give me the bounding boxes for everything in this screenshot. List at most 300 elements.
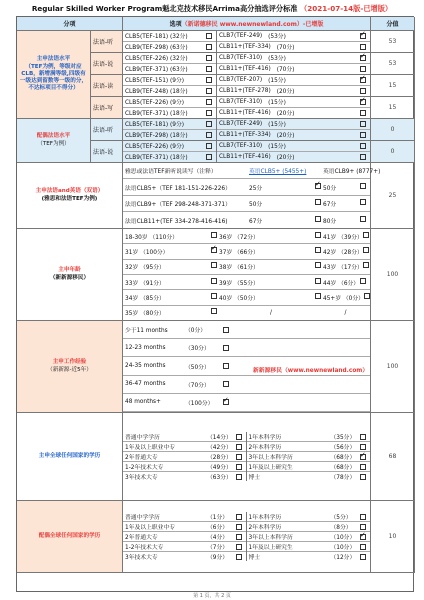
french-option bbox=[123, 75, 216, 86]
checkbox[interactable] bbox=[206, 88, 212, 94]
education-option bbox=[247, 432, 371, 442]
checkbox[interactable] bbox=[236, 554, 242, 560]
french-skill-1: 法语-说 bbox=[91, 53, 123, 75]
age-option bbox=[125, 232, 219, 241]
spouse_education-option-label: 1年及以上职业中专 bbox=[125, 525, 176, 531]
checkbox[interactable] bbox=[211, 293, 217, 299]
work-note: 新新源移民（www.newnewland.com） bbox=[253, 368, 369, 374]
checkbox[interactable] bbox=[223, 345, 229, 351]
french-score-1: 53 bbox=[371, 53, 415, 75]
age-option-label: 44岁 （6分） bbox=[323, 280, 360, 287]
checkbox[interactable] bbox=[360, 216, 366, 222]
education-option-points: （63分） bbox=[207, 475, 232, 481]
spouse-french-points: (15分) bbox=[268, 122, 286, 129]
age-option-label: 33岁 （91分） bbox=[125, 280, 165, 287]
bilingual-row-label: 法语CLB5+（TEF 181-151-226-226） bbox=[125, 185, 231, 192]
french-option bbox=[217, 108, 370, 118]
age-slash: / bbox=[344, 309, 347, 316]
french-option bbox=[217, 86, 370, 96]
age-option bbox=[125, 278, 219, 287]
age-title: 主申年龄 bbox=[58, 267, 81, 274]
bilingual-row-v1 bbox=[249, 183, 323, 192]
spouse_education-option bbox=[247, 512, 371, 522]
checkbox[interactable] bbox=[360, 544, 366, 550]
checkbox[interactable] bbox=[206, 110, 212, 116]
checkbox[interactable] bbox=[206, 121, 212, 127]
french-score-0: 53 bbox=[371, 31, 415, 53]
checkbox[interactable] bbox=[315, 262, 321, 268]
spouse-french-option bbox=[217, 119, 370, 130]
checkbox[interactable] bbox=[360, 154, 366, 160]
age-score: 100 bbox=[371, 229, 415, 321]
spouse_education-option-points: （12分） bbox=[330, 555, 356, 561]
bilingual-row-label: 法语CLB9+（TEF 298-248-371-371） bbox=[125, 202, 231, 209]
french-category bbox=[17, 31, 91, 119]
checkbox[interactable] bbox=[223, 363, 229, 369]
age-slash: / bbox=[270, 309, 272, 316]
checkbox[interactable] bbox=[236, 454, 242, 460]
spouse-french-right-1 bbox=[217, 141, 371, 163]
french-option-points: (15分) bbox=[268, 78, 286, 85]
work-title: 主申工作经验 bbox=[52, 359, 87, 366]
french-skill-3: 法语-写 bbox=[91, 97, 123, 119]
checkbox[interactable] bbox=[236, 464, 242, 470]
checkbox[interactable] bbox=[236, 524, 242, 530]
checkbox[interactable] bbox=[363, 232, 369, 238]
age-option-label: 43岁 （17分） bbox=[323, 265, 363, 272]
spouse-french-option bbox=[217, 130, 370, 140]
age-row bbox=[123, 290, 370, 305]
page-footer: 第 1 页，共 2 页 bbox=[193, 593, 231, 599]
spouse-french-option bbox=[217, 152, 370, 162]
bilingual-header-left: 雅思或法语TEF新听说读写（注释） bbox=[125, 169, 217, 176]
education-option-points: （49分） bbox=[207, 465, 232, 471]
age-option-label: 35岁 （80分） bbox=[125, 311, 165, 318]
checkbox[interactable] bbox=[360, 55, 366, 61]
age-option bbox=[219, 232, 323, 241]
header-option-note: （新诺德移民 www.newnewland.com） bbox=[181, 21, 303, 28]
checkbox[interactable] bbox=[360, 44, 366, 50]
spouse_education-category bbox=[17, 501, 123, 573]
checkbox[interactable] bbox=[363, 247, 369, 253]
education-option-points: （42分） bbox=[207, 445, 232, 451]
checkbox[interactable] bbox=[206, 33, 212, 39]
checkbox[interactable] bbox=[211, 247, 217, 253]
french-option bbox=[123, 86, 216, 96]
education-option-label: 1年及以上职业中专 bbox=[125, 445, 176, 451]
education-option bbox=[123, 452, 246, 462]
work-option-label: 36-47 months bbox=[125, 381, 166, 388]
spouse-french-option-label: CLB9(TEF-371) (18分) bbox=[125, 155, 188, 162]
french-option-points: (15分) bbox=[268, 100, 286, 107]
bilingual-v2-text: 67分 bbox=[323, 202, 337, 209]
french-option bbox=[123, 31, 216, 42]
work-row bbox=[123, 321, 370, 339]
spouse-french-category bbox=[17, 119, 91, 163]
checkbox[interactable] bbox=[315, 199, 321, 205]
education-option-label: 普通中学学历 bbox=[125, 435, 160, 441]
spouse_education-option-points: （1分） bbox=[207, 515, 229, 521]
french-skill-2: 法语-读 bbox=[91, 75, 123, 97]
checkbox[interactable] bbox=[360, 444, 366, 450]
french-option-label: CLB9(TEF-371) (18分) bbox=[125, 111, 188, 118]
french-left-options-3 bbox=[123, 97, 217, 119]
checkbox[interactable] bbox=[360, 33, 366, 39]
french-option-label: CLB5(TEF-226) (32分) bbox=[125, 56, 188, 63]
age-option-label: 38岁 （61分） bbox=[219, 265, 259, 272]
french-option-label: CLB7(TEF-310) bbox=[219, 54, 263, 61]
checkbox[interactable] bbox=[206, 77, 212, 83]
spouse-french-skill-0: 法语-听 bbox=[91, 119, 123, 141]
checkbox[interactable] bbox=[360, 132, 366, 138]
education-option-points: （14分） bbox=[207, 435, 232, 441]
checkbox[interactable] bbox=[360, 524, 366, 530]
french-option bbox=[123, 97, 216, 108]
checkbox[interactable] bbox=[211, 308, 217, 314]
spouse-french-points: (15分) bbox=[268, 144, 286, 151]
french-option-points: (20分) bbox=[276, 89, 295, 96]
spouse_education-title: 配偶全球任何国家的学历 bbox=[38, 532, 101, 539]
age-option-label: 32岁 （95分） bbox=[125, 265, 165, 272]
work-row bbox=[123, 376, 370, 394]
education-option-points: （28分） bbox=[207, 455, 232, 461]
education-option bbox=[247, 452, 371, 462]
age-row bbox=[123, 229, 370, 244]
checkbox[interactable] bbox=[315, 183, 321, 189]
checkbox[interactable] bbox=[236, 534, 242, 540]
work-score: 100 bbox=[371, 321, 415, 413]
spouse_education-option-label: 1年本科学历 bbox=[248, 515, 282, 521]
education-title: 主申全球任何国家的学历 bbox=[38, 452, 101, 459]
header-option-label: 选项 bbox=[169, 21, 182, 28]
score-table bbox=[16, 16, 414, 592]
checkbox[interactable] bbox=[360, 183, 366, 189]
education-option-label: 3年技术大专 bbox=[125, 475, 158, 481]
bilingual-row-v2 bbox=[323, 199, 368, 208]
checkbox[interactable] bbox=[315, 216, 321, 222]
french-option-label: CLB7(TEF-207) bbox=[219, 76, 263, 83]
spouse-french-option-label: CLB5(TEF-181) (9分) bbox=[125, 122, 185, 129]
checkbox[interactable] bbox=[360, 110, 366, 116]
spouse-french-score-1: 0 bbox=[371, 141, 415, 163]
french-option bbox=[123, 108, 216, 118]
education-option bbox=[123, 442, 246, 452]
french-option-label: CLB11+(TEF-334) bbox=[219, 43, 271, 50]
checkbox[interactable] bbox=[211, 262, 217, 268]
bilingual-row-v2 bbox=[323, 183, 368, 192]
spouse-french-skill-1: 法语-说 bbox=[91, 141, 123, 163]
age-option-label: 37岁 （66分） bbox=[219, 249, 259, 256]
spouse_education-option-points: （10分） bbox=[330, 545, 356, 551]
work-desc: （新新源-近5年） bbox=[47, 366, 92, 373]
title-date: （2021-07-14版-已增版） bbox=[300, 4, 393, 13]
checkbox[interactable] bbox=[360, 77, 366, 83]
work-row bbox=[123, 394, 370, 412]
french-option bbox=[123, 64, 216, 74]
spouse-french-option-label: CLB11+(TEF-334) bbox=[219, 131, 271, 138]
age-option-label: 39岁 （55分） bbox=[219, 280, 259, 287]
work-category bbox=[17, 321, 123, 413]
french-left-options-2 bbox=[123, 75, 217, 97]
spouse-french-option-label: CLB9(TEF-298) (18分) bbox=[125, 133, 188, 140]
education-option-label: 1-2年技术大专 bbox=[125, 465, 164, 471]
spouse-french-desc: （TEF为例） bbox=[37, 140, 70, 147]
spouse_education-right bbox=[247, 512, 371, 561]
header-option bbox=[123, 17, 371, 31]
spouse-french-option-label: CLB5(TEF-226) (9分) bbox=[125, 144, 185, 151]
checkbox[interactable] bbox=[360, 143, 366, 149]
french-score-2: 15 bbox=[371, 75, 415, 97]
spouse-french-score-0: 0 bbox=[371, 119, 415, 141]
checkbox[interactable] bbox=[360, 534, 366, 540]
spouse_education-option-points: （7分） bbox=[207, 545, 229, 551]
age-option bbox=[323, 293, 372, 302]
bilingual-v2-text: 80分 bbox=[323, 218, 337, 225]
bilingual-score: 25 bbox=[371, 163, 415, 229]
french-option-label: CLB9(TEF-248) (18分) bbox=[125, 89, 188, 96]
checkbox[interactable] bbox=[223, 381, 229, 387]
bilingual-row bbox=[123, 212, 370, 228]
education-option-points: （35分） bbox=[330, 435, 356, 441]
checkbox[interactable] bbox=[360, 454, 366, 460]
age-category bbox=[17, 229, 123, 321]
spouse_education-option bbox=[123, 522, 246, 532]
spouse_education-option-label: 1-2年技术大专 bbox=[125, 545, 164, 551]
french-category-desc: （TEF为例，等级对应CLB，新增满等级,四级有一级达到留数等一级的分，不达标项目不得分） bbox=[19, 63, 88, 92]
spouse_education-option bbox=[247, 532, 371, 542]
french-option-points: (53分) bbox=[268, 56, 286, 63]
french-score-3: 15 bbox=[371, 97, 415, 119]
spouse_education-option bbox=[247, 542, 371, 552]
spouse_education-option bbox=[123, 512, 246, 522]
work-option-label: 48 months+ bbox=[125, 399, 161, 406]
education-option bbox=[123, 472, 246, 481]
french-option bbox=[217, 31, 370, 42]
spouse_education-option bbox=[123, 532, 246, 542]
bilingual-v1-text: 25分 bbox=[249, 185, 263, 192]
checkbox[interactable] bbox=[363, 262, 369, 268]
french-right-options-2 bbox=[217, 75, 371, 97]
age-option bbox=[323, 247, 371, 256]
work-option-label: 少于11 months bbox=[125, 328, 168, 335]
work-option-points: （100分） bbox=[185, 400, 214, 407]
age-option bbox=[323, 278, 368, 287]
work-row bbox=[123, 339, 370, 357]
bilingual-row bbox=[123, 196, 370, 212]
age-option bbox=[219, 310, 323, 316]
bilingual-row bbox=[123, 179, 370, 195]
bilingual-header-right: 英语CLB9+ (8777+) bbox=[323, 169, 381, 176]
french-option-label: CLB7(TEF-249) bbox=[219, 32, 263, 39]
education-option-label: 博士 bbox=[248, 475, 261, 481]
bilingual-title: 主申法语and英语（双语） bbox=[35, 188, 104, 195]
french-left-options-1 bbox=[123, 53, 217, 75]
checkbox[interactable] bbox=[211, 278, 217, 284]
checkbox[interactable] bbox=[364, 293, 370, 299]
age-options bbox=[123, 229, 371, 321]
checkbox[interactable] bbox=[206, 132, 212, 138]
spouse_education-left bbox=[123, 512, 247, 561]
age-option-label: 31岁 （100分） bbox=[125, 249, 169, 256]
bilingual-desc: (雅思和法语TEF为例) bbox=[41, 195, 98, 202]
checkbox[interactable] bbox=[236, 514, 242, 520]
age-option-label: 36岁 （72分） bbox=[219, 234, 259, 241]
work-option-points: （0分） bbox=[185, 328, 207, 335]
bilingual-v1-text: 67分 bbox=[249, 218, 263, 225]
work-option-label: 24-35 months bbox=[125, 363, 166, 369]
french-option-label: CLB5(TEF-181) (32分) bbox=[125, 34, 188, 41]
education-option-points: （68分） bbox=[330, 465, 356, 471]
spouse-french-option bbox=[217, 141, 370, 152]
education-option-points: （56分） bbox=[330, 445, 356, 451]
spouse-french-right-0 bbox=[217, 119, 371, 141]
bilingual-v1-text: 50分 bbox=[249, 202, 263, 209]
work-option-points: （30分） bbox=[185, 346, 210, 353]
spouse_education-option-label: 博士 bbox=[248, 555, 261, 561]
spouse-french-left-1 bbox=[123, 141, 217, 163]
bilingual-row-v1 bbox=[249, 216, 323, 225]
french-option-label: CLB5(TEF-226) (9分) bbox=[125, 100, 185, 107]
spouse_education-score: 10 bbox=[371, 501, 415, 573]
spouse_education-option-points: （4分） bbox=[207, 535, 229, 541]
checkbox[interactable] bbox=[315, 278, 321, 284]
education-option-label: 2年普通大专 bbox=[125, 455, 158, 461]
checkbox[interactable] bbox=[360, 514, 366, 520]
age-option bbox=[323, 262, 371, 271]
age-option-label: 42岁 （28分） bbox=[323, 249, 363, 256]
checkbox[interactable] bbox=[315, 293, 321, 299]
french-left-options-0 bbox=[123, 31, 217, 53]
education-options bbox=[123, 413, 371, 501]
checkbox[interactable] bbox=[236, 444, 242, 450]
spouse_education-option bbox=[123, 542, 246, 552]
spouse_education-option-label: 3年技术大专 bbox=[125, 555, 158, 561]
education-option bbox=[247, 472, 371, 481]
checkbox[interactable] bbox=[206, 66, 212, 72]
french-option bbox=[217, 42, 370, 52]
education-option-points: （78分） bbox=[330, 475, 356, 481]
checkbox[interactable] bbox=[360, 99, 366, 105]
checkbox[interactable] bbox=[315, 232, 321, 238]
age-option-label: 41岁 （39分） bbox=[323, 234, 363, 241]
checkbox[interactable] bbox=[206, 143, 212, 149]
header-category: 分项 bbox=[17, 17, 123, 31]
spouse-french-points: (20分) bbox=[276, 155, 295, 162]
checkbox[interactable] bbox=[360, 88, 366, 94]
spouse_education-option-label: 1年及以上研究生 bbox=[248, 545, 293, 551]
spouse_education-option-points: （5分） bbox=[330, 515, 352, 521]
age-row bbox=[123, 306, 370, 320]
spouse_education-option-label: 2年本科学历 bbox=[248, 525, 282, 531]
age-option bbox=[125, 247, 219, 256]
age-option-label: 18-30岁 （110分） bbox=[125, 234, 178, 241]
education-option-label: 2年本科学历 bbox=[248, 445, 282, 451]
age-row bbox=[123, 275, 370, 290]
spouse_education-option bbox=[247, 522, 371, 532]
french-option bbox=[217, 53, 370, 64]
spouse-french-points: (20分) bbox=[276, 133, 295, 140]
age-option bbox=[323, 310, 368, 316]
age-option bbox=[219, 293, 323, 302]
spouse-french-option bbox=[123, 152, 216, 162]
spouse-french-option-label: CLB7(TEF-310) bbox=[219, 142, 263, 149]
checkbox[interactable] bbox=[360, 121, 366, 127]
work-option-points: （70分） bbox=[185, 382, 210, 389]
french-option bbox=[123, 42, 216, 52]
education-category bbox=[17, 413, 123, 501]
french-option-label: CLB7(TEF-310) bbox=[219, 98, 263, 105]
checkbox[interactable] bbox=[315, 247, 321, 253]
spouse-french-option bbox=[123, 130, 216, 140]
education-left bbox=[123, 432, 247, 481]
french-option-label: CLB11+(TEF-416) bbox=[219, 65, 271, 72]
french-option-label: CLB11+(TEF-278) bbox=[219, 87, 271, 94]
header-option-note2: -已增版 bbox=[302, 21, 324, 28]
checkbox[interactable] bbox=[360, 464, 366, 470]
age-option bbox=[219, 278, 323, 287]
work-option-points: （50分） bbox=[185, 364, 210, 371]
education-score: 68 bbox=[371, 413, 415, 501]
education-option-label: 3年以上本科学历 bbox=[248, 455, 293, 461]
spouse_education-option-points: （10分） bbox=[330, 535, 356, 541]
spouse-french-option-label: CLB7(TEF-249) bbox=[219, 120, 263, 127]
spouse_education-option bbox=[123, 552, 246, 561]
french-skill-0: 法语-听 bbox=[91, 31, 123, 53]
education-option bbox=[123, 462, 246, 472]
age-option bbox=[323, 232, 371, 241]
checkbox[interactable] bbox=[236, 434, 242, 440]
checkbox[interactable] bbox=[223, 399, 229, 405]
french-option bbox=[123, 53, 216, 64]
spouse-french-left-0 bbox=[123, 119, 217, 141]
checkbox[interactable] bbox=[206, 55, 212, 61]
checkbox[interactable] bbox=[360, 474, 366, 480]
education-option-points: （68分） bbox=[330, 455, 356, 461]
checkbox[interactable] bbox=[211, 232, 217, 238]
checkbox[interactable] bbox=[206, 99, 212, 105]
document-title bbox=[0, 4, 424, 14]
checkbox[interactable] bbox=[360, 278, 366, 284]
checkbox[interactable] bbox=[223, 327, 229, 333]
spouse_education-options bbox=[123, 501, 371, 573]
checkbox[interactable] bbox=[206, 154, 212, 160]
checkbox[interactable] bbox=[360, 554, 366, 560]
spouse-french-option bbox=[123, 141, 216, 152]
spouse-french-option-label: CLB11+(TEF-416) bbox=[219, 153, 271, 160]
checkbox[interactable] bbox=[360, 66, 366, 72]
french-right-options-1 bbox=[217, 53, 371, 75]
french-option bbox=[217, 64, 370, 74]
french-right-options-3 bbox=[217, 97, 371, 119]
education-option-label: 1年及以上研究生 bbox=[248, 465, 293, 471]
checkbox[interactable] bbox=[360, 434, 366, 440]
checkbox[interactable] bbox=[206, 44, 212, 50]
age-option bbox=[219, 247, 323, 256]
checkbox[interactable] bbox=[360, 199, 366, 205]
spouse_education-option-label: 普通中学学历 bbox=[125, 515, 160, 521]
french-option-points: (20分) bbox=[276, 111, 295, 118]
french-option-label: CLB9(TEF-298) (63分) bbox=[125, 45, 188, 52]
spouse_education-option-points: （9分） bbox=[207, 555, 229, 561]
french-option-label: CLB11+(TEF-416) bbox=[219, 109, 271, 116]
bilingual-row-label: 法语CLB11+(TEF 334-278-416-416) bbox=[125, 218, 228, 225]
spouse-french-title: 配偶法语水平 bbox=[36, 133, 71, 140]
checkbox[interactable] bbox=[236, 474, 242, 480]
education-option bbox=[247, 462, 371, 472]
spouse_education-option-points: （6分） bbox=[207, 525, 229, 531]
checkbox[interactable] bbox=[236, 544, 242, 550]
work-options bbox=[123, 321, 371, 413]
